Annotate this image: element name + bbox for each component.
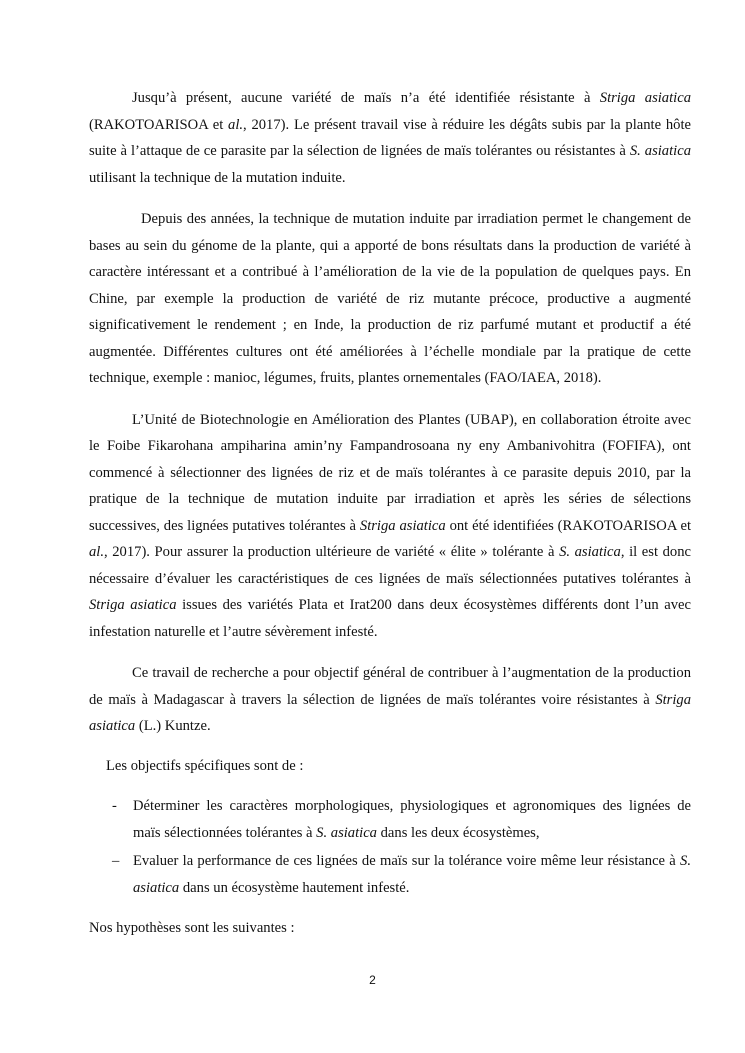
text-run: utilisant la technique de la mutation induite. [89,169,346,186]
italic-text: al. [228,116,244,133]
page-number: 2 [369,973,376,987]
document-body [89,85,691,942]
list-bullet: - [112,798,117,814]
paragraph-general-objective [89,660,691,740]
text-run: ont été identifiées (RAKOTOARISOA et [445,517,691,534]
text-run: Les objectifs spécifiques sont de : [106,757,304,774]
text-run: (L.) Kuntze. [135,718,211,734]
text-run: , il est donc nécessaire d’évaluer les caractéristiques de ces lignées de maïs sélectionnées putatives tolérantes à [89,544,691,587]
text-run: Nos hypothèses sont les suivantes : [89,920,295,936]
italic-text: S. asiatica [559,544,621,560]
text-run: dans un écosystème hautement infesté. [179,879,410,896]
list-item [89,848,691,901]
text-run: , 2017). Pour assurer la production ultérieure de variété « élite » tolérante à [104,544,560,560]
italic-text: Striga asiatica [359,517,446,534]
list-item-text [133,853,691,896]
text-run: Jusqu’à présent, aucune variété de maïs n’a été identifiée résistante à [132,90,600,106]
text-run: , 2017). Le présent travail vise à réduire les dégâts subis par la plante hôte suite à l’attaque de ce parasite par la sélection de lignées de maïs tolérantes ou résistantes à [89,116,691,159]
list-bullet: – [112,853,120,869]
text-run: Depuis des années, la technique de mutation induite par irradiation permet le changement de bases au sein du génome de la plante, qui a apporté de bons résultats dans la production de variété à caractère intéressant et a contribué à l’amélioration de la vie de la population de quelques pays. En Chine, par exemple la production de variété de riz mutante précoce, productive a augmenté significativement le rendement ; en Inde, la production de riz parfumé mutant et productif a été augmentée. Différentes cultures ont été améliorées à l’échelle mondiale par la pratique de cette technique, exemple : manioc, légumes, fruits, plantes ornementales (FAO/IAEA, 2018). [89,211,691,386]
italic-text: S. asiatica [629,143,691,159]
text-run: L’Unité de Biotechnologie en Amélioration des Plantes (UBAP), en collaboration étroite avec le Foibe Fikarohana ampiharina amin’ny Fampandrosoana ny eny Ambanivohitra (FOFIFA), ont commencé à sélectionner des lignées de riz et de maïs tolérantes à ce parasite depuis 2010, par la pratique de la technique de mutation induite par irradiation et après les séries de sélections successives, des lignées putatives tolérantes à [89,411,691,534]
text-run: issues des variétés Plata et Irat200 dans deux écosystèmes différents dont l’un avec infestation naturelle et l’autre sévèrement infesté. [89,597,691,640]
italic-text: S. asiatica [316,824,377,841]
paragraph-intro [89,85,691,191]
italic-text: S. asiatica [133,853,691,896]
italic-text: Striga asiatica [89,597,177,613]
italic-text: Striga asiatica [599,90,691,106]
text-run: Déterminer les caractères morphologiques, physiologiques et agronomiques des lignées de maïs sélectionnées tolérantes à [133,798,691,841]
text-run: Evaluer la performance de ces lignées de maïs sur la tolérance voire même leur résistance à [133,853,681,869]
paragraph-ubap-collaboration [89,407,691,646]
specific-objectives-list [89,793,691,901]
list-item [89,793,691,846]
list-item-text [133,798,691,841]
paragraph-hypotheses-intro [89,915,691,942]
text-run: (RAKOTOARISOA et [89,116,229,133]
text-run: dans les deux écosystèmes, [376,824,540,841]
italic-text: al. [89,544,104,560]
paragraph-specific-objectives-intro [89,753,691,780]
text-run: Ce travail de recherche a pour objectif général de contribuer à l’augmentation de la production de maïs à Madagascar à travers la sélection de lignées de maïs tolérantes voire résistantes à [89,665,691,708]
paragraph-mutation-technique [89,206,691,392]
italic-text: Striga asiatica [89,691,691,734]
